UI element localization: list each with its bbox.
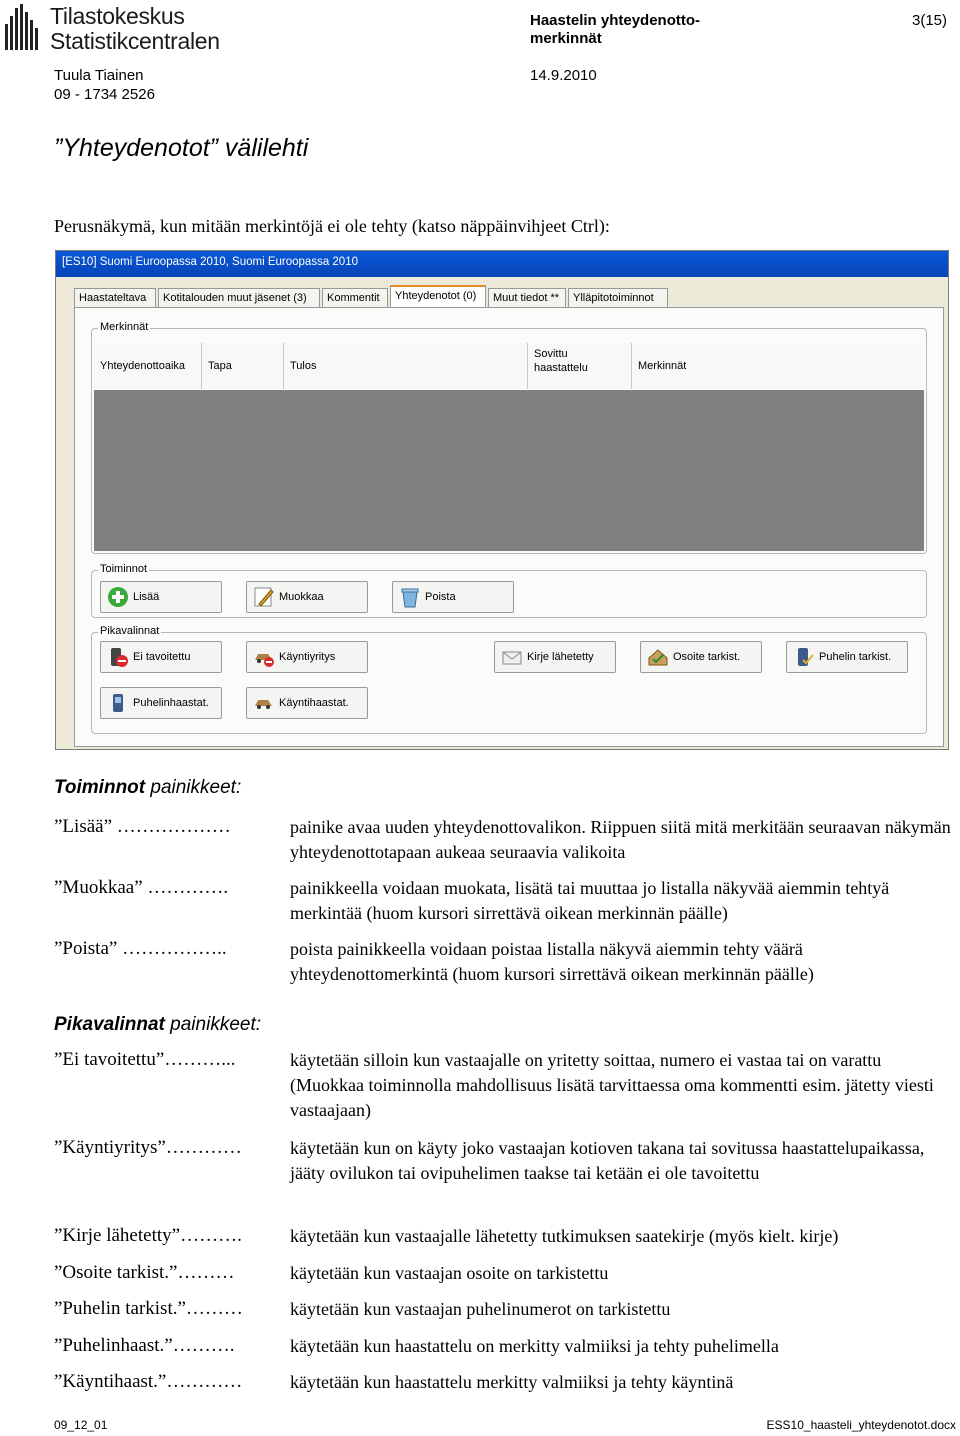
pikavalinnat-label: Pikavalinnat <box>100 625 160 637</box>
logo <box>4 2 254 54</box>
toiminnot-group <box>91 563 927 618</box>
phone: 09 - 1734 2526 <box>54 86 155 103</box>
toiminnot-label: Toiminnot <box>100 563 148 575</box>
term-lisaa: ”Lisää” ……………… <box>54 816 231 837</box>
tab-kotitalouden-jasenet[interactable]: Kotitalouden muut jäsenet (3) <box>158 288 320 307</box>
grid-empty-area[interactable] <box>94 390 924 551</box>
kayntiyritys-label: Käyntiyritys <box>279 651 336 663</box>
term-ei-tavoitettu: ”Ei tavoitettu”………... <box>54 1049 236 1070</box>
delete-label: Poista <box>425 591 456 603</box>
desc-muokkaa: painikkeella voidaan muokata, lisätä tai muuttaa jo listalla näkyvää aiemmin tehtyä merkintää (huom kursori sirrettävä oikean merkinnän päälle) <box>290 878 890 923</box>
date: 14.9.2010 <box>530 67 597 84</box>
logo-line-2: Statistikcentralen <box>50 28 220 54</box>
tab-haastateltava[interactable]: Haastateltava <box>74 288 156 307</box>
author: Tuula Tiainen <box>54 67 144 84</box>
desc-kayntihaast: käytetään kun haastattelu merkitty valmiiksi ja tehty käyntinä <box>290 1372 734 1392</box>
puhelin-tarkist-button[interactable] <box>786 641 908 673</box>
pikavalinnat-heading <box>54 1014 261 1036</box>
tab-yhteydenotot[interactable]: Yhteydenotot (0) <box>390 285 486 308</box>
desc-osoite-tarkist: käytetään kun vastaajan osoite on tarkistettu <box>290 1263 609 1283</box>
tab-panel <box>74 307 944 747</box>
phone-cancel-icon <box>107 646 129 668</box>
puhelinhaastat-button[interactable] <box>100 687 222 719</box>
toiminnot-heading-bold: Toiminnot <box>54 777 146 798</box>
edit-button[interactable] <box>246 581 368 613</box>
app-screenshot <box>55 250 949 750</box>
desc-puhelinhaast: käytetään kun haastattelu on merkitty valmiiksi ja tehty puhelimella <box>290 1336 779 1356</box>
kayntiyritys-button[interactable] <box>246 641 368 673</box>
kirje-lahetetty-button[interactable] <box>494 641 616 673</box>
column-header-label: Tapa <box>208 360 232 372</box>
add-icon <box>107 586 129 608</box>
column-header[interactable] <box>284 343 528 389</box>
window-title: [ES10] Suomi Euroopassa 2010, Suomi Euroopassa 2010 <box>62 256 358 268</box>
desc-kayntiyritys: käytetään kun on käyty joko vastaajan kotioven takana tai sovitussa haastattelupaikassa, jääty ovilukon tai ovipuhelimen taakse tai ketään ei ole tavoitettu <box>290 1138 925 1183</box>
car-icon <box>253 692 275 714</box>
term-puhelin-tarkist: ”Puhelin tarkist.”……… <box>54 1298 243 1319</box>
column-header-label: Merkinnät <box>638 360 687 372</box>
merkinnat-table <box>94 343 924 551</box>
column-header-label: Sovittu haastattelu <box>534 348 588 374</box>
logo-bars-icon <box>4 4 44 52</box>
tab-kommentit[interactable]: Kommentit <box>322 288 388 307</box>
pencil-icon <box>253 586 275 608</box>
desc-ei-tavoitettu: käytetään silloin kun vastaajalle on yritetty soittaa, numero ei vastaa tai on varattu (Muokkaa toiminnolla mahdollisuus lisätä tarvittaessa oma kommentti esim. jätetty viesti vastaajaan) <box>290 1050 934 1120</box>
pikavalinnat-group <box>91 625 927 734</box>
toiminnot-heading <box>54 777 241 799</box>
car-cancel-icon <box>253 646 275 668</box>
add-button[interactable] <box>100 581 222 613</box>
desc-lisaa: painike avaa uuden yhteydenottovalikon. Riippuen siitä mitä merkitään seuraavan näkymän yhteydenottotapaan aukeaa seuraavia valikoita <box>290 817 951 862</box>
ei-tavoitettu-button[interactable] <box>100 641 222 673</box>
trash-icon <box>399 586 421 608</box>
term-kirje-lahetetty: ”Kirje lähetetty”………. <box>54 1225 242 1246</box>
term-muokkaa: ”Muokkaa” …………. <box>54 877 229 898</box>
tab-muut-tiedot[interactable]: Muut tiedot ** <box>488 288 566 307</box>
mobile-phone-icon <box>107 692 129 714</box>
desc-puhelin-tarkist: käytetään kun vastaajan puhelinumerot on tarkistettu <box>290 1299 671 1319</box>
column-header[interactable] <box>202 343 284 389</box>
toiminnot-heading-rest: painikkeet: <box>145 777 242 798</box>
column-header[interactable] <box>528 343 632 389</box>
footer-left: 09_12_01 <box>54 1418 108 1432</box>
kayntihaastat-label: Käyntihaastat. <box>279 697 349 709</box>
merkinnat-group <box>91 321 927 554</box>
column-header[interactable] <box>632 343 924 389</box>
desc-kirje-lahetetty: käytetään kun vastaajalle lähetetty tutkimuksen saatekirje (myös kielt. kirje) <box>290 1226 839 1246</box>
logo-line-1: Tilastokeskus <box>50 3 185 29</box>
doc-title-1: Haastelin yhteydenotto- <box>530 12 701 29</box>
osoite-tarkist-button[interactable] <box>640 641 762 673</box>
tab-yllapitotoiminnot[interactable]: Ylläpitotoiminnot <box>568 288 668 307</box>
term-kayntihaast: ”Käyntihaast.”………… <box>54 1371 243 1392</box>
doc-title-2: merkinnät <box>530 30 602 47</box>
footer-right: ESS10_haasteli_yhteydenotot.docx <box>766 1418 956 1432</box>
section-title: ”Yhteydenotot” välilehti <box>54 134 309 162</box>
merkinnat-label: Merkinnät <box>100 321 149 333</box>
kirje-lahetetty-label: Kirje lähetetty <box>527 651 594 663</box>
delete-button[interactable] <box>392 581 514 613</box>
kayntihaastat-button[interactable] <box>246 687 368 719</box>
desc-poista: poista painikkeella voidaan poistaa listalla näkyvä aiemmin tehty väärä yhteydenottomerkintä (huom kursori sirrettävä oikean merkinnän päälle) <box>290 939 814 984</box>
house-check-icon <box>647 646 669 668</box>
phone-check-icon <box>793 646 815 668</box>
puhelin-tarkist-label: Puhelin tarkist. <box>819 651 892 663</box>
intro-text: Perusnäkymä, kun mitään merkintöjä ei ole tehty (katso näppäinvihjeet Ctrl): <box>54 216 610 236</box>
puhelinhaastat-label: Puhelinhaastat. <box>133 697 209 709</box>
ei-tavoitettu-label: Ei tavoitettu <box>133 651 191 663</box>
page-number: 3(15) <box>912 12 948 29</box>
edit-label: Muokkaa <box>279 591 324 603</box>
envelope-icon <box>501 646 523 668</box>
term-puhelinhaast: ”Puhelinhaast.”………. <box>54 1335 235 1356</box>
term-osoite-tarkist: ”Osoite tarkist.”……… <box>54 1262 235 1283</box>
pikavalinnat-heading-rest: painikkeet: <box>164 1014 262 1035</box>
column-header-label: Tulos <box>290 360 317 372</box>
term-kayntiyritys: ”Käyntiyritys”………… <box>54 1137 242 1158</box>
term-poista: ”Poista” …………….. <box>54 938 227 959</box>
column-header[interactable] <box>94 343 202 389</box>
column-header-label: Yhteydenottoaika <box>100 360 186 372</box>
pikavalinnat-heading-bold: Pikavalinnat <box>54 1014 165 1035</box>
add-label: Lisää <box>133 591 160 603</box>
osoite-tarkist-label: Osoite tarkist. <box>673 651 741 663</box>
window-titlebar <box>56 251 948 277</box>
